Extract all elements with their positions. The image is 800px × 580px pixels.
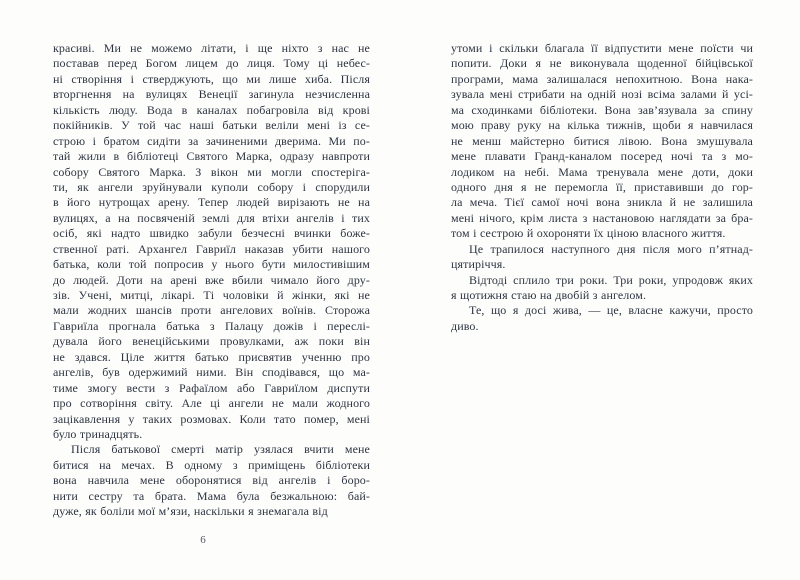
text-line: Гавриїла прогнала батька з Палацу дожів і переслі-	[53, 318, 370, 333]
text-line: дувала його венеційськими провулками, аж поки він	[53, 334, 370, 349]
text-line: ственної раті. Архангел Гавриїл наказав убити нашого	[53, 241, 370, 256]
text-line: не здався. Ціле життя батько присвятив ученню про	[53, 349, 370, 364]
text-line: про сотворіння світу. Але ці ангели не мали жодного	[53, 396, 370, 411]
text-line: битися на мечах. В одному з приміщень бібліотеки	[53, 457, 370, 472]
text-line: програми, мама залишалася непохитною. Вона нака-	[451, 71, 753, 86]
text-line: в його нутрощах арену. Тепер людей вирізають не на	[53, 195, 370, 210]
right-page-text-block	[451, 41, 753, 334]
text-line: Відтоді сплило три роки. Три роки, упродовж яких	[469, 272, 753, 287]
text-line: строю і братом сидіти за зачиненими дверима. Ми по-	[53, 133, 370, 148]
text-line: батька, коли той попросив у нього бути милостивішим	[53, 257, 370, 272]
text-line: ти, як ангели зруйнували куполи собору і спорудили	[53, 179, 370, 194]
text-line: тиме змогу вести з Рафаїлом або Гавриїлом диспути	[53, 380, 370, 395]
text-line: ні створіння і стверджують, що ми лише хиба. Після	[53, 71, 370, 86]
text-line: одного дня я не перемогла її, приставивши до гор-	[451, 179, 753, 194]
text-line: лодиком на небі. Мама тренувала мене доти, доки	[451, 164, 753, 179]
text-line: нити сестру та брата. Мама була безжальною: бай-	[53, 488, 370, 503]
text-line: мене плавати Гранд-каналом посеред ночі та з мо-	[451, 149, 753, 164]
text-line: зацікавлення у таких розмовах. Коли тато помер, мені	[53, 411, 370, 426]
text-line: мали жодних шансів проти ангелових воїнів. Сторожа	[53, 303, 370, 318]
text-line: вона навчила мене оборонятися від ангелів і боро-	[53, 473, 370, 488]
text-line: кількість люду. Вода в каналах побагровіла від крові	[53, 102, 370, 117]
text-line: осіб, які надто швидко забули безчесні вчинки боже-	[53, 226, 370, 241]
text-line: ма сходинками бібліотеки. Вона зав’язувала за спину	[451, 102, 753, 117]
text-line: дуже, як боліли мої м’язи, наскільки я знемагала від	[53, 504, 328, 519]
text-line: утоми і скільки благала її відпустити мене поїсти чи	[451, 41, 753, 55]
text-line: зів. Учені, митці, лікарі. Ті чоловіки й жінки, які не	[53, 288, 370, 302]
text-line: Те, що я досі жива, — це, власне кажучи, просто	[469, 303, 753, 318]
text-line: цятиріччя.	[451, 257, 506, 272]
text-line: собору Святого Марка. З вікон ми могли спостеріга-	[53, 164, 370, 179]
text-line: тай жили в бібліотеці Святого Марка, одразу навпроти	[53, 149, 370, 164]
text-line: том і сестрою й охороняти їх ціною власного життя.	[451, 226, 726, 241]
text-line: поставав перед Богом лицем до лиця. Тому ці небес-	[53, 56, 370, 71]
text-line: вторгнення на вулицях Венеції загинула незчисленна	[53, 87, 370, 102]
text-line: Це трапилося наступного дня після мого п’ятнад-	[469, 241, 753, 256]
text-line: красиві. Ми не можемо літати, і ще ніхто з нас не	[53, 41, 370, 55]
text-line: не менш майстерно битися лівою. Вона змушувала	[451, 133, 753, 148]
text-line: до людей. Доти на арені вже вбили чимало його дру-	[53, 272, 370, 287]
text-line: вулицях, а на посвяченій землі для втіхи ангелів і тих	[53, 210, 370, 225]
page-number: 6	[200, 534, 206, 546]
text-line: мені нічого, крім листа з настановою наглядати за бра-	[451, 210, 753, 225]
text-line: попити. Доки я не виконувала щоденної бійцівської	[451, 56, 753, 71]
text-line: ангелів, був одержимий ними. Він сподівався, що ма-	[53, 365, 370, 380]
left-page-text-block	[53, 41, 370, 520]
text-line: зувала мені стрибати на одній нозі всіма залами й усі-	[451, 87, 753, 102]
text-line: диво.	[451, 318, 479, 333]
text-line: покійників. У той час наші батьки веліли мені із се-	[53, 118, 370, 133]
text-line: я щотижня стаю на двобій з ангелом.	[451, 288, 647, 302]
text-line: було тринадцять.	[53, 426, 143, 441]
text-line: Після батькової смерті матір узялася вчити мене	[71, 442, 370, 457]
text-line: ла меча. Тієї самої ночі вона зникла й не залишила	[451, 195, 753, 210]
text-line: мою праву руку на кілька тижнів, щоби я навчилася	[451, 118, 753, 133]
